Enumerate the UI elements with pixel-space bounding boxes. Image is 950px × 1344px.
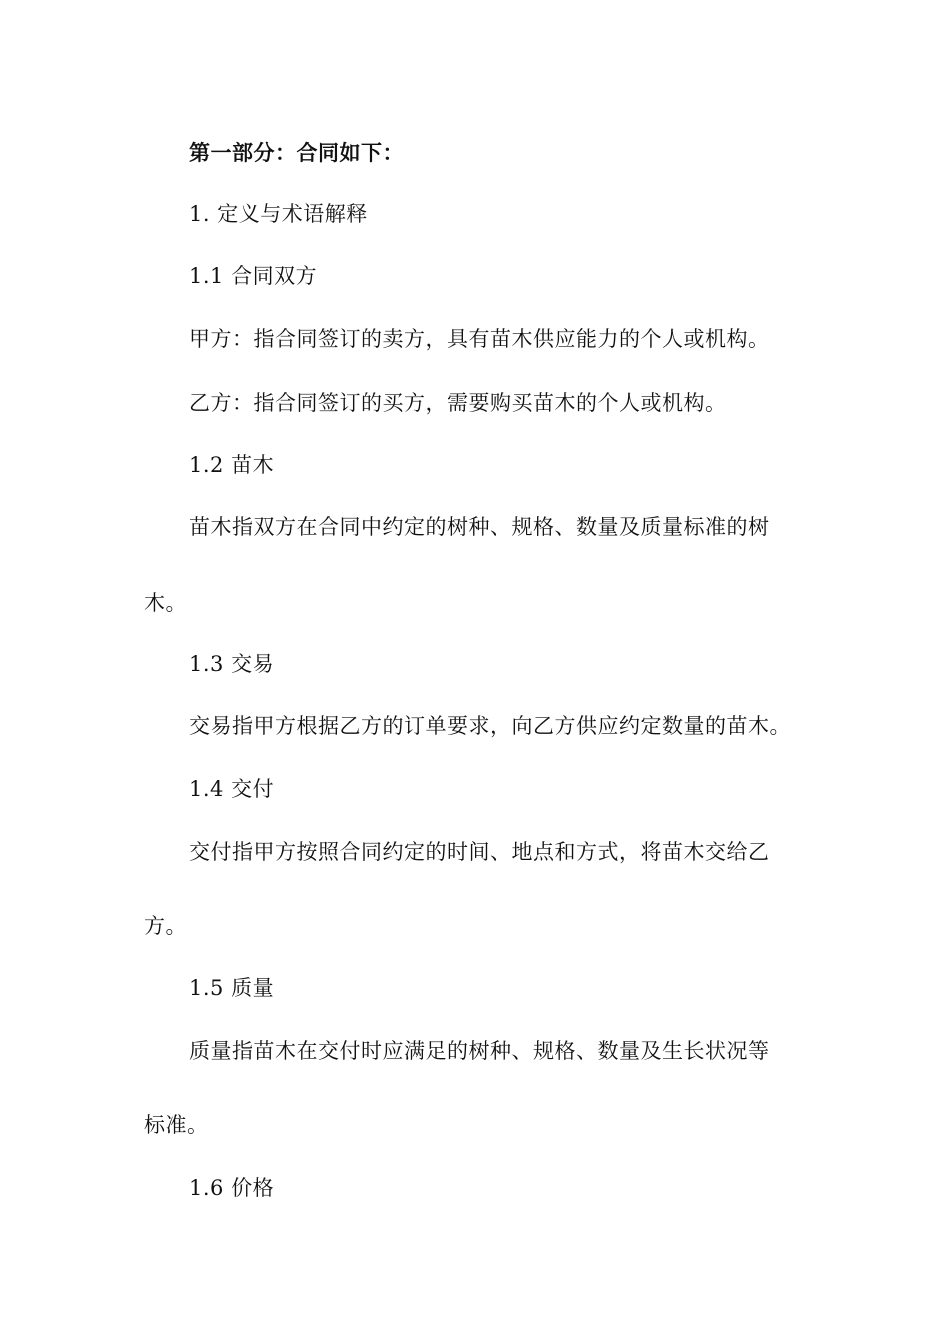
paragraph-line: 苗木指双方在合同中约定的树种、规格、数量及质量标准的树 [189,515,770,539]
party-b-definition: 乙方：指合同签订的买方，需要购买苗木的个人或机构。 [189,391,727,415]
party-a-definition: 甲方：指合同签订的卖方，具有苗木供应能力的个人或机构。 [189,327,770,351]
paragraph-line: 木。 [144,591,187,615]
paragraph-line: 交易指甲方根据乙方的订单要求，向乙方供应约定数量的苗木。 [189,714,791,738]
section-heading-1: 1. 定义与术语解释 [189,202,368,226]
section-heading-1-5: 1.5 质量 [189,976,275,1000]
paragraph-line: 交付指甲方按照合同约定的时间、地点和方式，将苗木交给乙 [189,840,770,864]
paragraph-line: 标准。 [144,1113,209,1137]
paragraph-line: 方。 [144,914,187,938]
section-heading-1-2: 1.2 苗木 [189,453,275,477]
section-heading-1-1: 1.1 合同双方 [189,264,318,288]
paragraph-line: 质量指苗木在交付时应满足的树种、规格、数量及生长状况等 [189,1039,770,1063]
part-heading: 第一部分：合同如下： [189,141,404,165]
section-heading-1-3: 1.3 交易 [189,652,275,676]
section-heading-1-4: 1.4 交付 [189,777,275,801]
section-heading-1-6: 1.6 价格 [189,1176,275,1200]
